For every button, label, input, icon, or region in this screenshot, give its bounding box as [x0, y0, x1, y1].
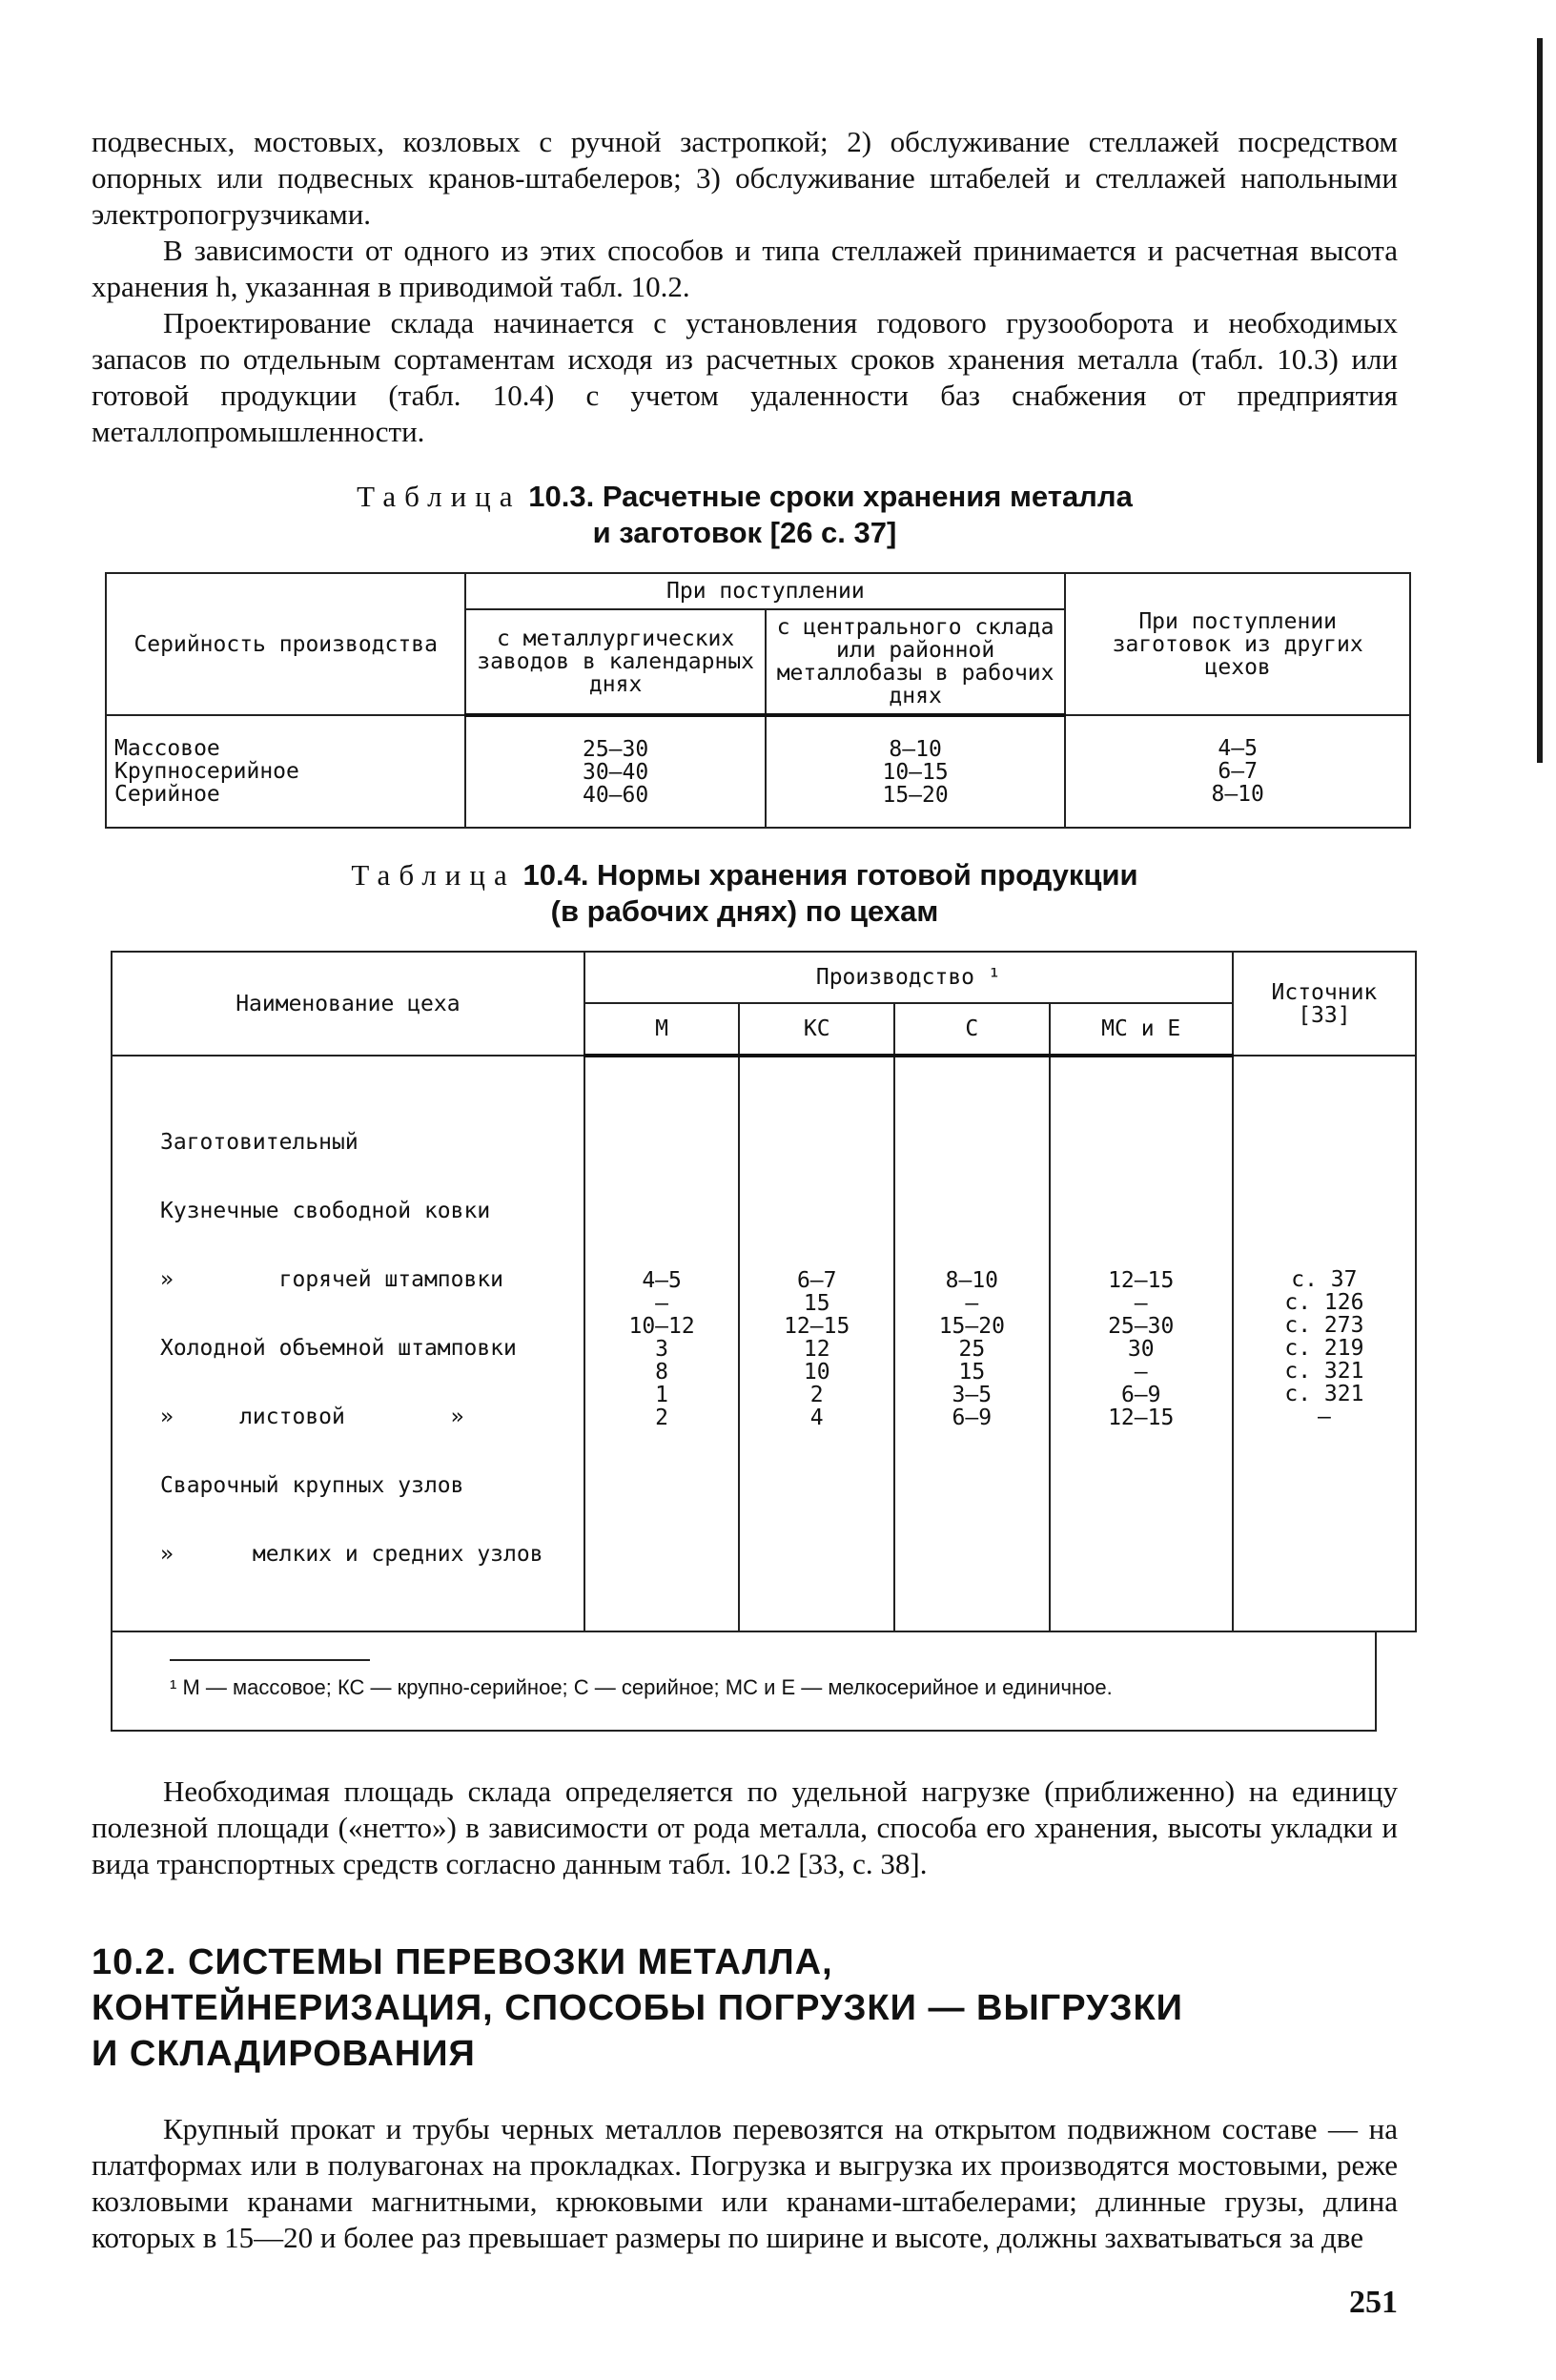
col-header-m: М: [584, 1003, 740, 1056]
col-header-other-shops: При поступлении заготовок из других цехов: [1065, 573, 1410, 715]
cell-value: 15: [958, 1359, 986, 1385]
cell-value: 25: [958, 1336, 986, 1362]
cell-value: с. 126: [1284, 1290, 1364, 1315]
row-name: Серийное: [114, 782, 220, 807]
cell-value: 10: [803, 1359, 830, 1385]
cell-value: 15—20: [882, 782, 949, 808]
cell-value: 12—15: [784, 1313, 850, 1339]
paragraph-storage-height: В зависимости от одного из этих способов и типа стеллажей принимается и расчетная высота хранения h, указанная в приводимой табл. 10.2.: [92, 234, 1398, 303]
table-10-3: [105, 572, 1411, 829]
col-header-source: Источник [33]: [1233, 952, 1416, 1056]
table-title: 10.4. Нормы хранения готовой продукции: [522, 858, 1138, 892]
table-10-4-caption: [92, 857, 1398, 930]
footnote-rule: [170, 1659, 370, 1661]
cell-value: 8: [655, 1359, 669, 1385]
table-row: [112, 1056, 1416, 1631]
table-10-3-caption: [92, 479, 1398, 551]
row-name: Кузнечные свободной ковки: [160, 1199, 491, 1223]
cell-value: 30—40: [582, 759, 649, 785]
col-header-production: Производство ¹: [584, 952, 1233, 1003]
cell-value: —: [1134, 1359, 1148, 1385]
cell-value: с. 219: [1284, 1336, 1364, 1361]
row-name: Сварочный крупных узлов: [160, 1473, 464, 1498]
cell-value: 1: [655, 1382, 669, 1407]
cell-value: 40—60: [582, 782, 649, 808]
cell-value: с. 321: [1284, 1359, 1364, 1384]
col-header-on-arrival: При поступлении: [465, 573, 1065, 609]
col-header-central: с центрального склада или районной металлобазы в рабочих днях: [766, 609, 1065, 715]
row-name: » листовой »: [160, 1405, 464, 1429]
cell-value: 3—5: [952, 1382, 993, 1407]
row-name: » мелких и средних узлов: [160, 1542, 543, 1567]
table-label: Таблица: [357, 480, 522, 513]
col-header-s: С: [894, 1003, 1050, 1056]
paragraph-warehouse-design: Проектирование склада начинается с установления годового грузооборота и необходимых запасов по отдельным сортаментам исходя из расчетных сроков хранения металла (табл. 10.3) или готовой продукции (табл. 10.4) с учетом удаленности баз снабжения от предприятия металлопромышленности.: [92, 306, 1398, 448]
cell-value: 2: [809, 1382, 824, 1407]
table-title: 10.3. Расчетные сроки хранения металла: [528, 480, 1133, 513]
paragraph-continuation: подвесных, мостовых, козловых с ручной застропкой; 2) обслуживание стеллажей посредством опорных или подвесных кранов-штабелеров; 3) обслуживание штабелей и стеллажей напольными электропогрузчиками.: [92, 125, 1398, 231]
section-heading-line: И СКЛАДИРОВАНИЯ: [92, 2034, 476, 2074]
table-10-4: [111, 951, 1417, 1632]
cell-value: 2: [655, 1405, 669, 1430]
cell-value: 4—5: [1218, 736, 1258, 761]
paragraph-area: Необходимая площадь склада определяется по удельной нагрузке (приближенно) на единицу полезной площади («нетто») в зависимости от рода металла, способа его хранения, высоты укладки и вида транспортных средств согласно данным табл. 10.2 [33, с. 38].: [92, 1775, 1398, 1880]
table-footnote-box: [111, 1632, 1377, 1732]
row-name: Холодной объемной штамповки: [160, 1336, 517, 1361]
row-name: Заготовительный: [160, 1130, 358, 1155]
paragraph-transport: Крупный прокат и трубы черных металлов перевозятся на открытом подвижном составе — на платформах или в полувагонах на прокладках. Погрузка и выгрузка их производятся мостовыми, реже козловыми кранами магнитными, крюковыми или кранами-штабелерами; длинные грузы, длина которых в 15—20 и более раз превышает размеры по ширине и высоте, должны захватываться за две: [92, 2112, 1398, 2254]
cell-value: 15: [803, 1290, 830, 1316]
cell-value: 8—10: [1211, 782, 1264, 807]
page-number: 251: [1349, 2285, 1398, 2320]
row-name: Крупносерийное: [114, 759, 299, 784]
cell-value: 6—7: [1218, 759, 1258, 784]
cell-value: 6—7: [796, 1267, 837, 1293]
cell-value: 10—12: [628, 1313, 695, 1339]
cell-value: —: [965, 1290, 979, 1316]
cell-value: с. 37: [1291, 1267, 1358, 1292]
cell-value: 25—30: [1108, 1313, 1175, 1339]
cell-value: 30: [1127, 1336, 1155, 1362]
col-header-metallurgical: с металлургических заводов в календарных днях: [465, 609, 765, 715]
cell-value: 4—5: [642, 1267, 682, 1293]
table-label: Таблица: [351, 858, 516, 892]
cell-value: с. 321: [1284, 1382, 1364, 1406]
row-name: Массовое: [114, 736, 220, 761]
cell-value: 4: [809, 1405, 824, 1430]
col-header-shop: Наименование цеха: [112, 952, 584, 1056]
cell-value: 15—20: [938, 1313, 1005, 1339]
cell-value: —: [655, 1290, 669, 1316]
cell-value: 6—9: [1120, 1382, 1161, 1407]
cell-value: 8—10: [889, 736, 942, 762]
table-row: [106, 715, 1410, 828]
section-heading-line: 10.2. СИСТЕМЫ ПЕРЕВОЗКИ МЕТАЛЛА,: [92, 1942, 833, 1982]
cell-value: 8—10: [945, 1267, 999, 1293]
cell-value: —: [1134, 1290, 1148, 1316]
table-footnote: ¹ М — массовое; КС — крупно-серийное; С — серийное; МС и Е — мелкосерийное и единичное.: [170, 1675, 1113, 1699]
table-title-cont: (в рабочих днях) по цехам: [550, 894, 939, 928]
section-heading: [92, 1939, 1398, 2077]
cell-value: 12—15: [1108, 1267, 1175, 1293]
section-heading-line: КОНТЕЙНЕРИЗАЦИЯ, СПОСОБЫ ПОГРУЗКИ — ВЫГРУЗКИ: [92, 1988, 1183, 2028]
cell-value: 6—9: [952, 1405, 993, 1430]
col-header-mse: МС и Е: [1050, 1003, 1233, 1056]
cell-value: 10—15: [882, 759, 949, 785]
col-header-seriality: Серийность производства: [106, 573, 465, 715]
page-edge-mark: [1537, 38, 1543, 763]
cell-value: 3: [655, 1336, 669, 1362]
row-name: » горячей штамповки: [160, 1267, 504, 1292]
cell-value: 25—30: [582, 736, 649, 762]
col-header-ks: КС: [739, 1003, 894, 1056]
cell-value: —: [1317, 1405, 1331, 1429]
cell-value: 12: [803, 1336, 830, 1362]
cell-value: 12—15: [1108, 1405, 1175, 1430]
table-title-cont: и заготовок [26 с. 37]: [592, 516, 897, 549]
book-page: [92, 124, 1398, 2320]
cell-value: с. 273: [1284, 1313, 1364, 1338]
